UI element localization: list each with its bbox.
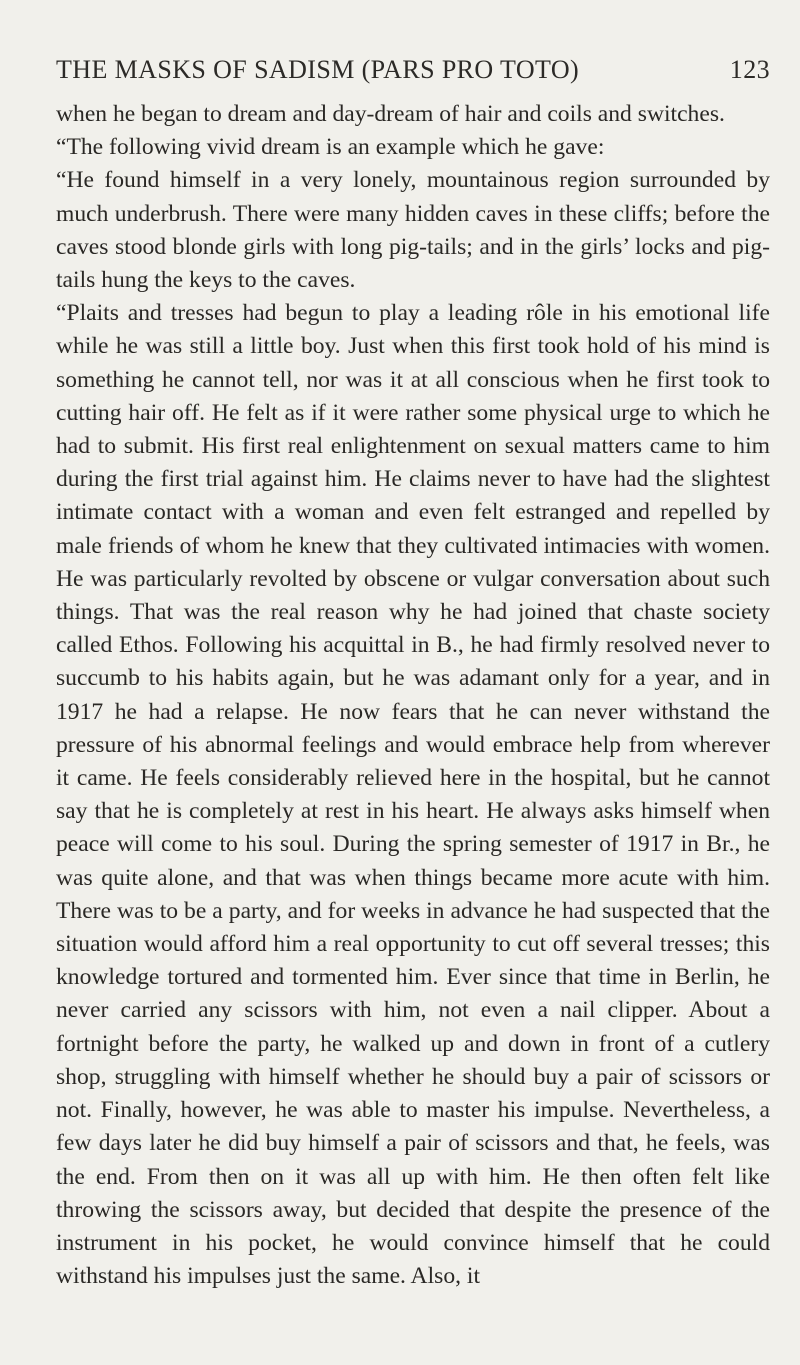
running-head — [56, 50, 770, 90]
book-page — [56, 50, 770, 1293]
paragraph: “Plaits and tresses had begun to play a leading rôle in his emotional life while he was still a little boy. Just when this first took hold of his mind is something he cannot tell, nor was it at all conscious when he first took to cutting hair off. He felt as if it were rather some physical urge to which he had to submit. His first real enlightenment on sexual matters came to him during the first trial against him. He claims never to have had the slightest intimate contact with a woman and even felt estranged and repelled by male friends of whom he knew that they cultivated intimacies with women. He was particularly revolted by obscene or vulgar conversation about such things. That was the real reason why he had joined that chaste society called Ethos. Following his acquittal in B., he had firmly resolved never to succumb to his habits again, but he was adamant only for a year, and in 1917 he had a relapse. He now fears that he can never withstand the pressure of his abnormal feelings and would embrace help from wherever it came. He feels considerably relieved here in the hospital, but he cannot say that he is completely at rest in his heart. He always asks himself when peace will come to his soul. During the spring semester of 1917 in Br., he was quite alone, and that was when things became more acute with him. There was to be a party, and for weeks in advance he had suspected that the situation would afford him a real opportunity to cut off several tresses; this knowledge tortured and tormented him. Ever since that time in Berlin, he never carried any scissors with him, not even a nail clipper. About a fortnight before the party, he walked up and down in front of a cutlery shop, struggling with himself whether he should buy a pair of scissors or not. Finally, however, he was able to master his impulse. Nevertheless, a few days later he did buy himself a pair of scissors and that, he feels, was the end. From then on it was all up with him. He then often felt like throwing the scissors away, but decided that despite the presence of the instrument in his pocket, he would convince himself that he could withstand his impulses just the same. Also, it — [56, 300, 770, 1290]
running-head-title: THE MASKS OF SADISM (PARS PRO TOTO) — [56, 55, 580, 84]
page-number: 123 — [729, 55, 770, 84]
paragraph: “The following vivid dream is an example which he gave: — [56, 134, 605, 161]
body-text — [56, 98, 770, 1293]
paragraph: when he began to dream and day-dream of hair and coils and switches. — [56, 101, 725, 127]
paragraph: “He found himself in a very lonely, mountainous region surrounded by much underbrush. There were many hidden caves in these cliffs; before the caves stood blonde girls with long pig-tails; and in the girls’ locks and pig-tails hung the keys to the caves. — [56, 167, 770, 294]
